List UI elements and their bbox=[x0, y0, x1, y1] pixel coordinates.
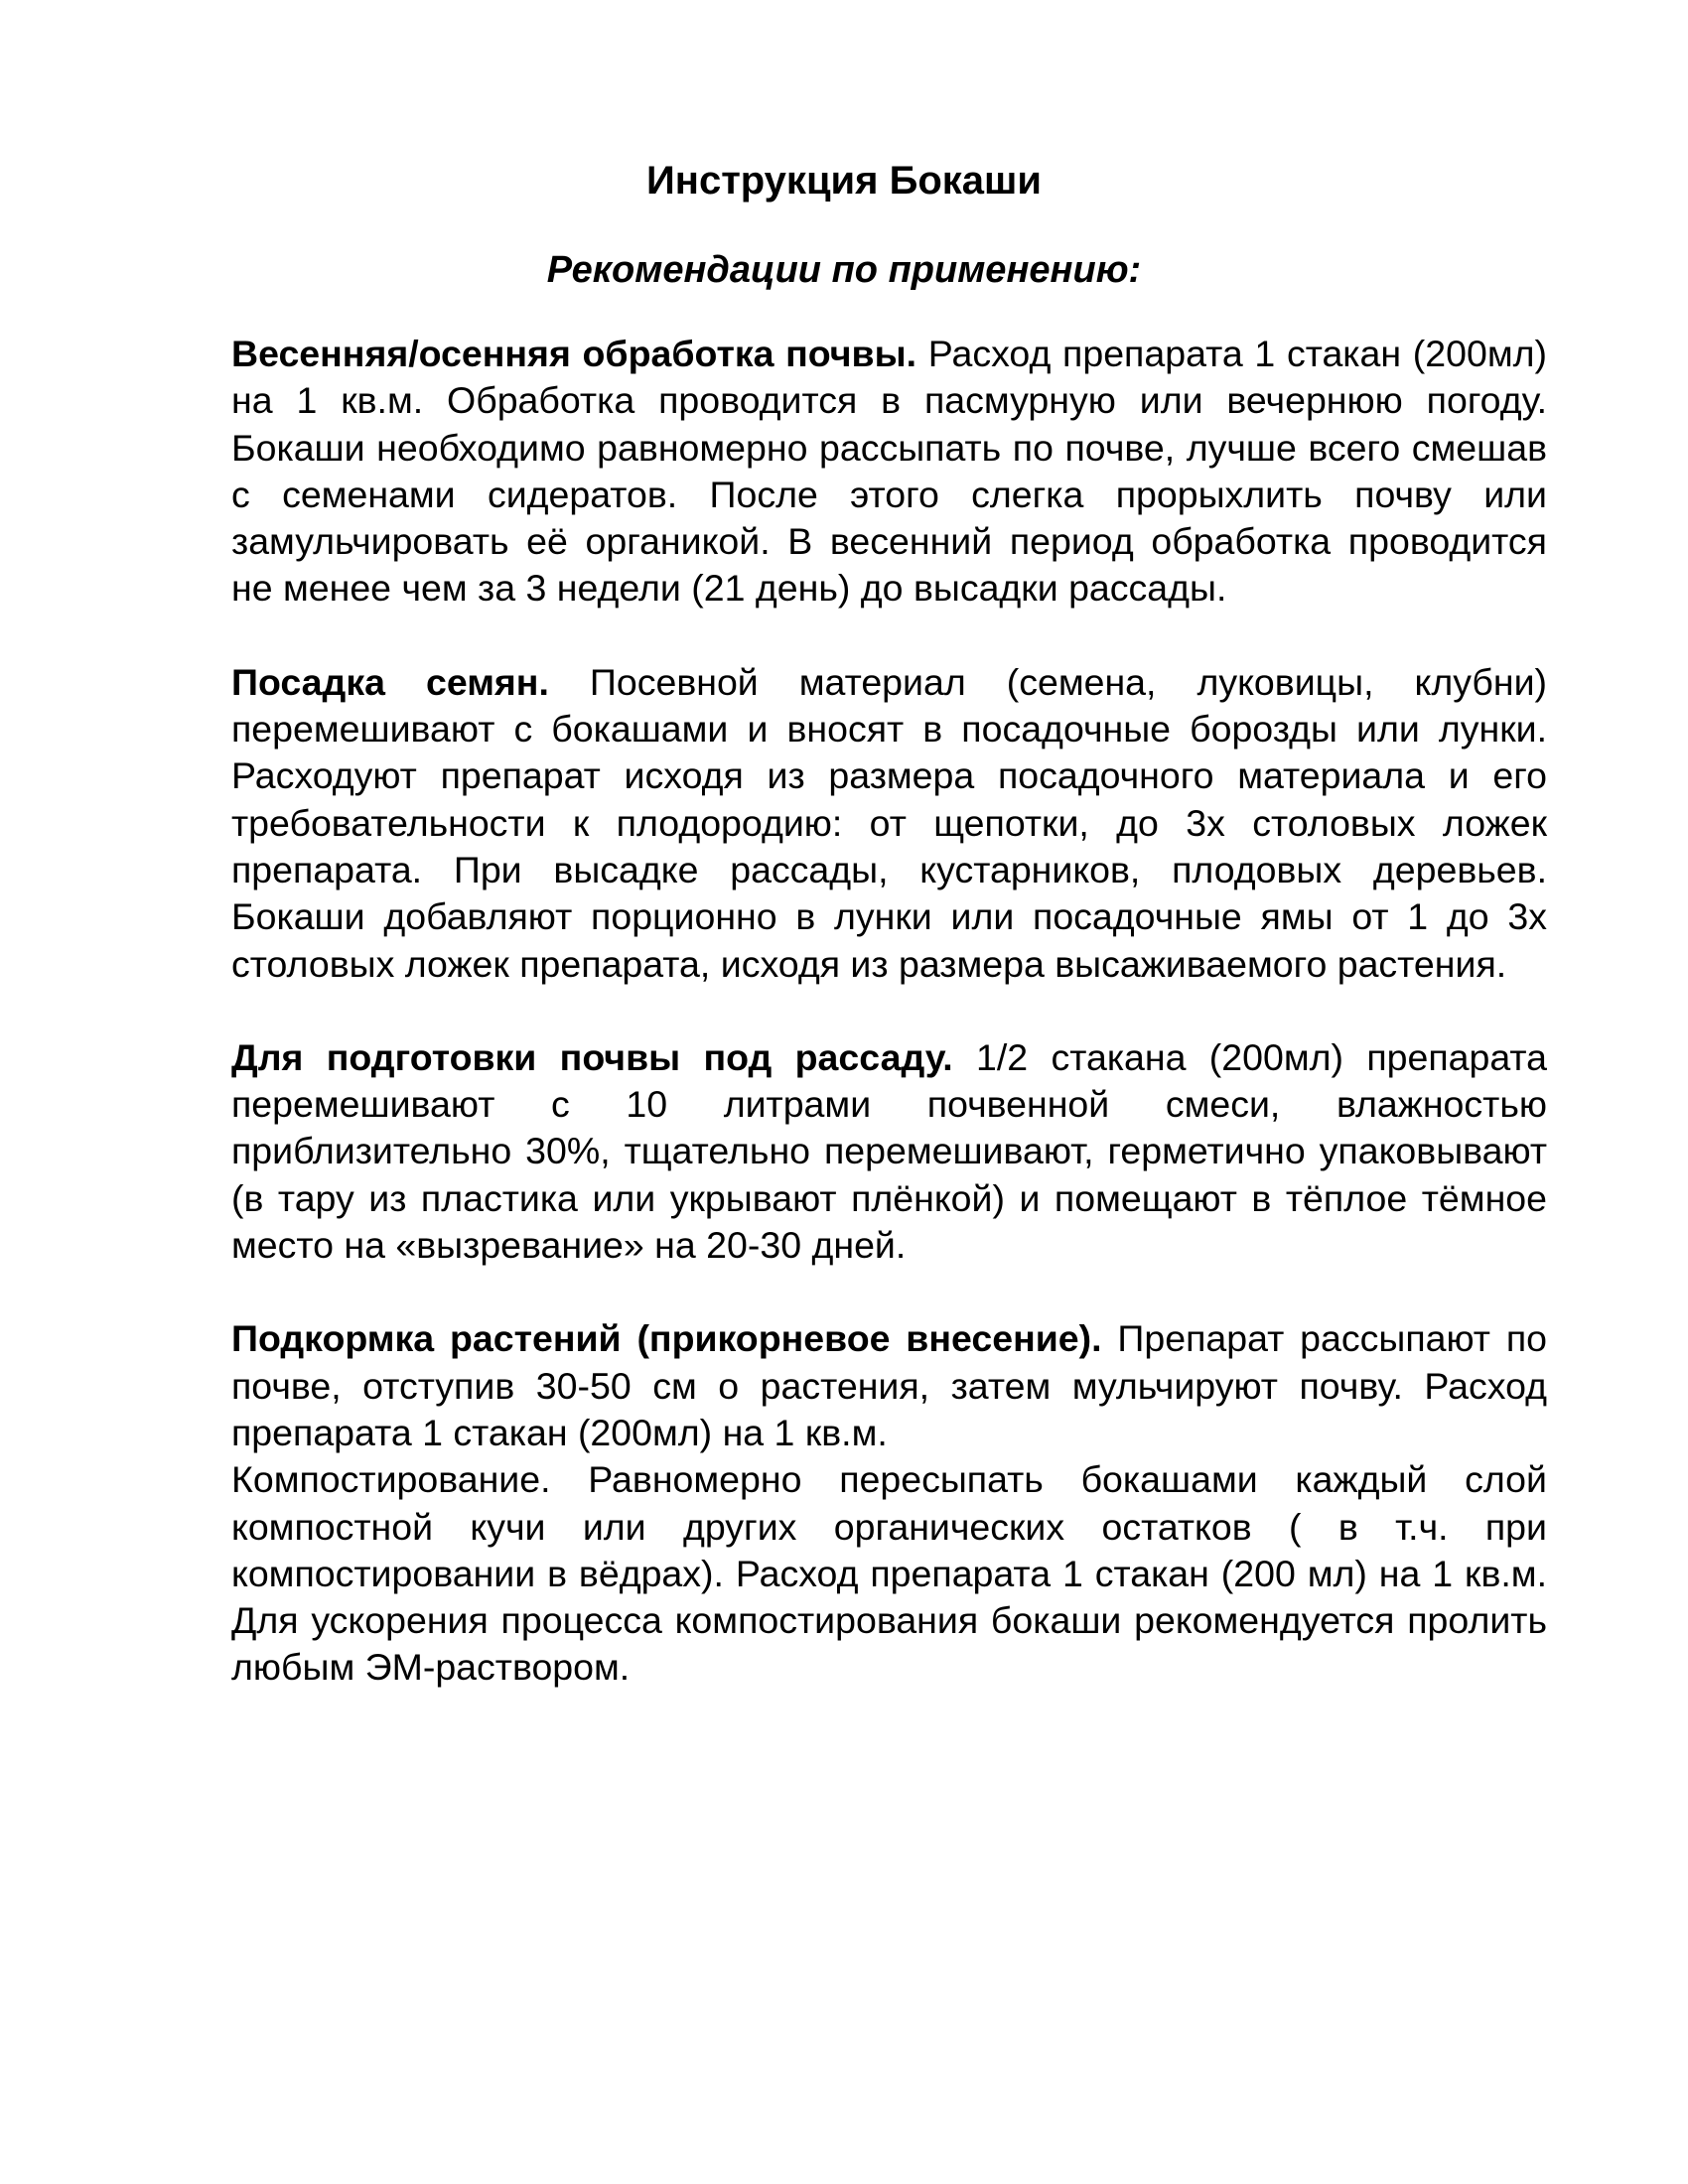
section-text: Посевной материал (семена, луковицы, клубни) перемешивают с бокашами и вносят в посадочные борозды или лунки. Расходуют препарат исходя из размера посадочного материала и его требовательности к плодородию: от щепотки, до 3х столовых ложек препарата. При высадке рассады, кустарников, плодовых деревьев. Бокаши добавляют порционно в лунки или посадочные ямы от 1 до 3х столовых ложек препарата, исходя из размера высаживаемого растения. bbox=[231, 660, 1548, 985]
section-text: Препарат рассыпают по почве, отступив 30-50 см о растения, затем мульчируют почву. Расход препарата 1 стакан (200мл) на 1 кв.м. bbox=[231, 1317, 1547, 1453]
document-title: Инструкция Бокаши bbox=[646, 159, 1042, 203]
document-body bbox=[231, 331, 1547, 1738]
section-soil-treatment bbox=[231, 331, 1547, 613]
section-plant-feeding bbox=[231, 1315, 1547, 1456]
section-heading: Весенняя/осенняя обработка почвы. bbox=[231, 333, 917, 374]
section-heading: Подкормка растений (прикорневое внесение). bbox=[231, 1317, 1102, 1360]
section-seedling-soil bbox=[231, 1034, 1547, 1269]
section-text: Расход препарата 1 стакан (200мл) на 1 кв.м. Обработка проводится в пасмурную или вечернюю погоду. Бокаши необходимо равномерно рассыпать по почве, лучше всего смешав с семенами сидератов. После этого слегка прорыхлить почву или замульчировать её органикой. В весенний период обработка проводится не менее чем за 3 недели (21 день) до высадки рассады. bbox=[231, 333, 1547, 610]
section-composting bbox=[231, 1456, 1547, 1691]
section-heading: Для подготовки почвы под рассаду. bbox=[231, 1035, 953, 1078]
section-seed-planting bbox=[231, 659, 1547, 988]
section-text: 1/2 стакана (200мл) препарата перемешивают с 10 литрами почвенной смеси, влажностью приблизительно 30%, тщательно перемешивают, герметично упаковывают (в тару из пластика или укрывают плёнкой) и помещают в тёплое тёмное место на «вызревание» на 20-30 дней. bbox=[231, 1035, 1547, 1267]
section-heading: Посадка семян. bbox=[231, 660, 549, 703]
document-subtitle: Рекомендации по применению: bbox=[546, 249, 1142, 291]
section-text: Компостирование. Равномерно пересыпать бокашами каждый слой компостной кучи или других органических остатков ( в т.ч. при компостировании в вёдрах). Расход препарата 1 стакан (200 мл) на 1 кв.м. Для ускорения процесса компостирования бокаши рекомендуется пролить любым ЭМ-раствором. bbox=[231, 1458, 1547, 1689]
